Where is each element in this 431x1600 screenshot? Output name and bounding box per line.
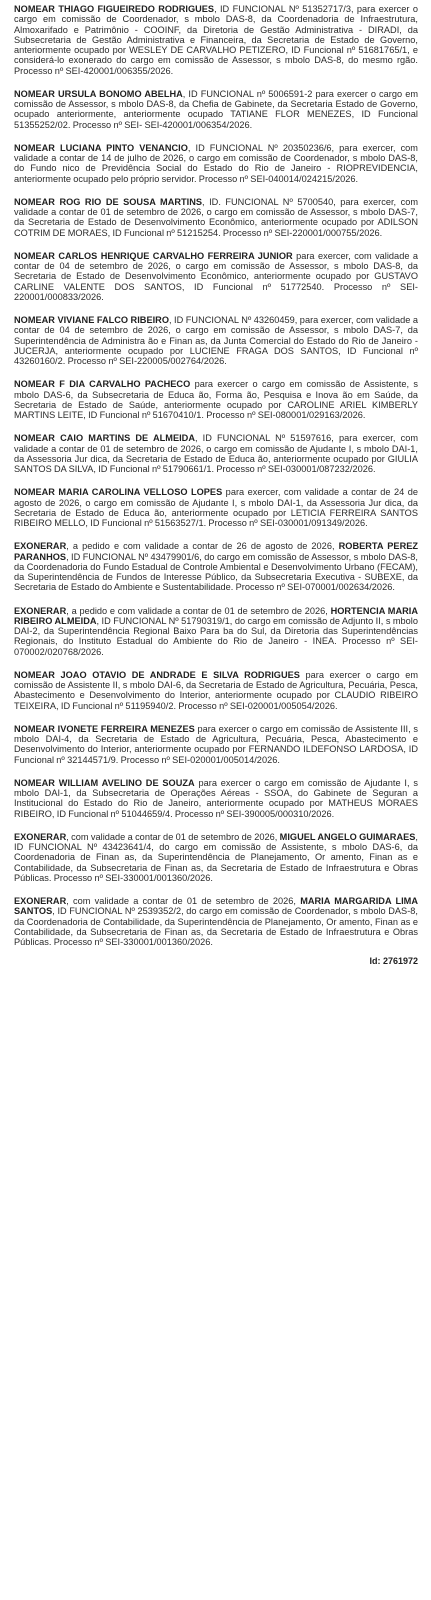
act-person-name: MARIA MARGARIDA LIMA SANTOS — [14, 896, 418, 917]
act-entry — [14, 315, 418, 366]
act-verb: EXONERAR — [14, 541, 67, 552]
act-entry — [14, 670, 418, 711]
act-body: , ID. FUNCIONAL Nº 5700540, para exercer, com validade a contar de 01 de setembro de 2026, o cargo em comissão de Assessor, s mbolo DAS-7, da Secretaria de Estado de Desenvolvimento Econômico, anteriormente ocupado por ADILSON COTRIM DE MORAES, ID Funcional nº 51215254. Processo nº SEI-220001/000755/2026. — [14, 196, 418, 238]
act-entry — [14, 832, 418, 883]
act-verb: NOMEAR — [14, 487, 55, 498]
act-preamble: , a pedido e com validade a contar de 26 de agosto de 2026, — [66, 541, 339, 552]
act-preamble: , com validade a contar de 01 de setembro de 2026, — [66, 831, 280, 842]
act-person-name: JOAO OTAVIO DE ANDRADE E SILVA RODRIGUES — [60, 669, 300, 680]
act-verb: NOMEAR — [14, 777, 55, 788]
act-verb: NOMEAR — [14, 250, 55, 261]
document-id: Id: 2761972 — [369, 956, 418, 967]
act-person-name: CARLOS HENRIQUE CARVALHO FERREIRA JUNIOR — [58, 250, 293, 261]
gazette-column — [14, 4, 418, 966]
act-entry — [14, 433, 418, 474]
act-person-name: F DIA CARVALHO PACHECO — [59, 379, 191, 390]
act-person-name: HORTENCIA MARIA RIBEIRO ALMEIDA — [14, 605, 418, 626]
act-entry — [14, 379, 418, 420]
act-verb: NOMEAR — [14, 4, 55, 14]
act-body: , ID FUNCIONAL Nº 20350236/6, para exercer, com validade a contar de 14 de julho de 2026, o cargo em comissão de Coordenador, s mbolo DAS-8, do Fundo nico de Previdência Social do Estado do Rio de Janeiro - RIOPREVIDENCIA, anteriormente ocupado pelo próprio servidor. Processo nº SEI-040014/024215/2026. — [14, 142, 418, 184]
act-person-name: MIGUEL ANGELO GUIMARAES — [279, 831, 416, 842]
act-verb: NOMEAR — [14, 433, 55, 444]
act-entry — [14, 778, 418, 819]
act-body: , ID FUNCIONAL Nº 43479901/6, do cargo em comissão de Assessor, s mbolo DAS-8, da Coordenadoria do Fundo Estadual de Controle Ambiental e Desenvolvimento Urbano (FECAM), da Superintendência de Fundos de Interesse Público, da Subsecretaria Executiva - SUBEXE, da Secretaria de Estado do Ambiente e Sustentabilidade. Processo nº SEI-070001/002634/2026. — [14, 551, 418, 593]
act-person-name: ROBERTA PEREZ PARANHOS — [14, 541, 418, 562]
act-body: , ID FUNCIONAL Nº 51352717/3, para exercer o cargo em comissão de Coordenador, s mbolo DAS-8, da Coordenadoria de Infraestrutura, Almoxarifado e Patrimônio - COOINF, da Diretoria de Gestão Administrativa - DIRADI, da Subsecretaria de Gestão Administrativa e Financeira, da Secretaria de Estado de Governo, anteriormente ocupado por WESLEY DE CARVALHO PETIZERO, ID Funcional nº 51681765/1, e considerá-lo exonerado do cargo em comissão de Assessor, s mbolo DAS-8, do mesmo rgão. Processo nº SEI-420001/006355/2026. — [14, 4, 418, 76]
act-verb: NOMEAR — [14, 669, 55, 680]
act-entry — [14, 487, 418, 528]
act-person-name: LUCIANA PINTO VENANCIO — [60, 142, 188, 153]
act-person-name: IVONETE FERREIRA MENEZES — [57, 723, 195, 734]
act-entry — [14, 143, 418, 184]
act-person-name: URSULA BONOMO ABELHA — [58, 88, 183, 99]
act-person-name: THIAGO FIGUEIREDO RODRIGUES — [58, 4, 215, 14]
act-body: , ID FUNCIONAL Nº 43260459, para exercer, com validade a contar de 04 de setembro de 2026, o cargo em comissão de Assessor, s mbolo DAS-7, da Superintendência de Administra ão e Finan as, da Junta Comercial do Estado do Rio de Janeiro - JUCERJA, anteriormente ocupado por LUCIENE FRAGA DOS SANTOS, ID Funcional nº 43260160/2. Processo nº SEI-220005/002764/2026. — [14, 315, 419, 366]
act-verb: NOMEAR — [14, 379, 55, 390]
act-verb: NOMEAR — [14, 315, 55, 325]
act-preamble: , com validade a contar de 01 de setembro de 2026, — [66, 896, 301, 906]
act-body: , ID FUNCIONAL Nº 51597616, para exercer, com validade a contar de 01 de setembro de 2026, o cargo em comissão de Ajudante I, s mbolo DAI-1, da Assessoria Jur dica, da Secretaria de Estado de Educa ão, anteriormente ocupado por GIULIA SANTOS DA SILVA, ID Funcional nº 51790661/1. Processo nº SEI-030001/087232/2026. — [14, 433, 418, 474]
act-body: para exercer, com validade a contar de 04 de setembro de 2026, o cargo em comissão de Assessor, s mbolo DAS-8, da Secretaria de Estado de Desenvolvimento Econômico, anteriormente ocupado por GUSTAVO CARLINE VALENTE DOS SANTOS, ID Funcional nº 51772540. Processo nº SEI-220001/000833/2026. — [14, 250, 419, 302]
act-entry — [14, 89, 418, 130]
act-verb: EXONERAR — [14, 896, 67, 906]
act-body: para exercer, com validade a contar de 24 de agosto de 2026, o cargo em comissão de Ajudante I, s mbolo DAI-1, da Assessoria Jur dica, da Secretaria de Estado de Educa ão, anteriormente ocupado por LETICIA FERREIRA SANTOS RIBEIRO MELLO, ID Funcional nº 51563527/1. Processo nº SEI-030001/091349/2026. — [14, 487, 418, 528]
act-body: , ID FUNCIONAL nº 5006591-2 para exercer o cargo em comissão de Assessor, s mbolo DAS-8, da Chefia de Gabinete, da Secretaria Estado de Governo, ocupado anteriormente, anteriormente ocupado TATIANE FLOR MENEZES, ID Funcional 51355252/02. Processo nº SEI- SEI-420001/006354/2026. — [14, 88, 419, 130]
act-verb: EXONERAR — [14, 831, 67, 842]
act-body: , ID FUNCIONAL Nº 51790319/1, do cargo em comissão de Adjunto II, s mbolo DAI-2, da Superintendência Regional Baixo Para ba do Sul, da Diretoria das Superintendências Regionais, do Instituto Estadual do Ambiente do Rio de Janeiro - INEA. Processo nº SEI-070002/020768/2026. — [14, 615, 418, 657]
act-entry — [14, 251, 418, 302]
act-body: para exercer o cargo em comissão de Assistente II, s mbolo DAI-6, da Secretaria de Estado de Agricultura, Pecuária, Pesca, Abastecimento e Desenvolvimento do Interior, anteriormente ocupado por CLAUDIO RIBEIRO TEIXEIRA, ID Funcional nº 51195940/2. Processo nº SEI-020001/005054/2026. — [14, 669, 418, 711]
act-entry — [14, 4, 418, 76]
act-person-name: WILLIAM AVELINO DE SOUZA — [58, 777, 195, 788]
act-entry — [14, 197, 418, 238]
act-entry — [14, 606, 418, 657]
act-entry — [14, 724, 418, 765]
act-entry — [14, 541, 418, 592]
act-body: para exercer o cargo em comissão de Assistente III, s mbolo DAI-4, da Secretaria de Estado de Agricultura, Pecuária, Pesca, Abastecimento e Desenvolvimento do Interior, anteriormente ocupado por FERNANDO ILDEFONSO LARDOSA, ID Funcional nº 32144571/9. Processo nº SEI-020001/005014/2026. — [14, 723, 418, 765]
act-preamble: , a pedido e com validade a contar de 01 de setembro de 2026, — [66, 605, 331, 616]
act-body: para exercer o cargo em comissão de Assistente, s mbolo DAS-6, da Subsecretaria de Educa ão, Forma ão, Pesquisa e Inova ão em Saúde, da Secretaria de Estado de Saúde, anteriormente ocupado por CAROLINE ARIEL KIMBERLY MARTINS LEITE, ID Funcional nº 51670410/1. Processo nº SEI-080001/029163/2026. — [14, 379, 419, 420]
act-verb: NOMEAR — [14, 723, 55, 734]
act-verb: NOMEAR — [14, 196, 55, 207]
act-person-name: ROG RIO DE SOUSA MARTINS — [59, 196, 203, 207]
act-person-name: MARIA CAROLINA VELLOSO LOPES — [58, 487, 223, 498]
act-body: , ID FUNCIONAL Nº 2539352/2, do cargo em comissão de Coordenador, s mbolo DAS-8, da Coordenadoria de Contabilidade, da Superintendência de Planejamento, Or amento, Finan as e Contabilidade, da Subsecretaria de Finan as, da Secretaria de Estado de Infraestrutura e Obras Públicas. Processo nº SEI-330001/001360/2026. — [14, 906, 418, 947]
act-verb: EXONERAR — [14, 605, 67, 616]
act-verb: NOMEAR — [14, 142, 55, 153]
act-body: , ID FUNCIONAL Nº 43423641/4, do cargo em comissão de Assistente, s mbolo DAS-6, da Coordenadoria de Finan as, da Superintendência de Planejamento, Or amento, Finan as e Contabilidade, da Subsecretaria de Finan as, da Secretaria de Estado de Infraestrutura e Obras Públicas. Processo nº SEI-330001/001360/2026. — [14, 831, 418, 883]
act-verb: NOMEAR — [14, 88, 55, 99]
act-entry — [14, 896, 418, 947]
act-body: para exercer o cargo em comissão de Ajudante I, s mbolo DAI-1, da Subsecretaria de Operações Aéreas - SSOA, do Gabinete de Seguran a Institucional do Estado do Rio de Janeiro, anteriormente ocupado por MATHEUS MORAES RIBEIRO, ID Funcional nº 51044659/4. Processo nº SEI-390005/000310/2026. — [14, 777, 418, 819]
act-person-name: CAIO MARTINS DE ALMEIDA — [60, 433, 195, 444]
act-person-name: VIVIANE FALCO RIBEIRO — [57, 315, 169, 325]
